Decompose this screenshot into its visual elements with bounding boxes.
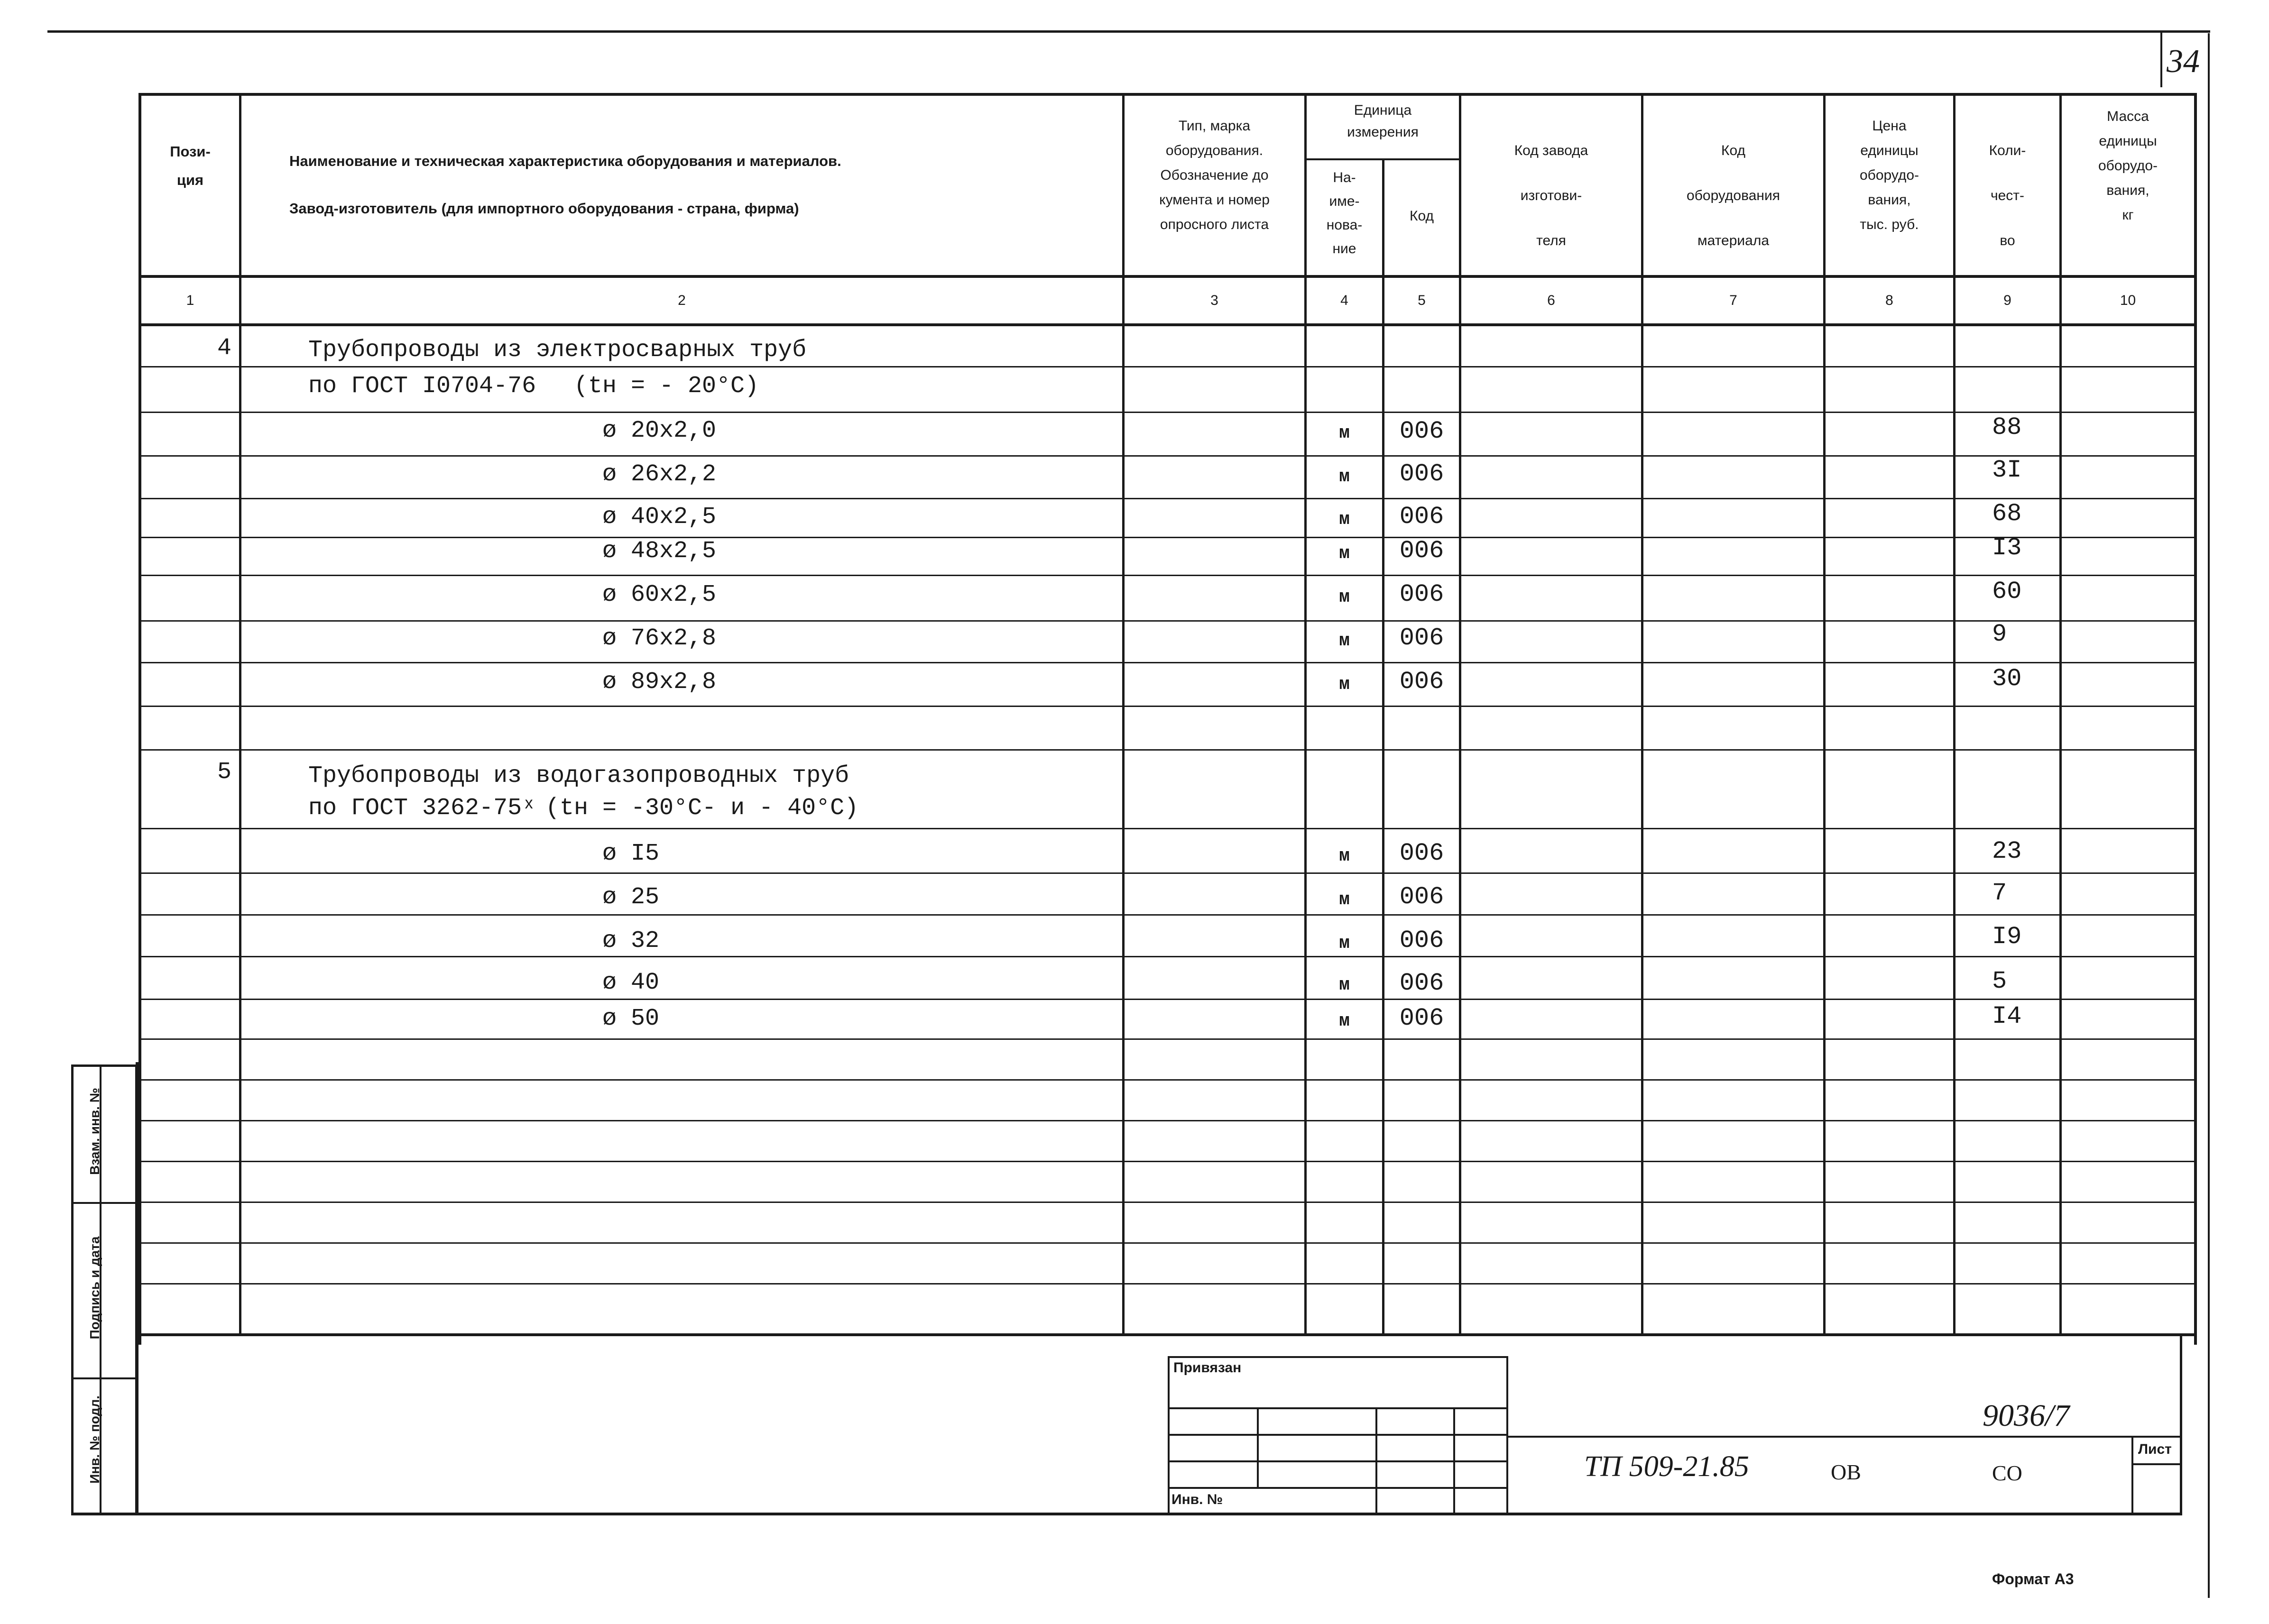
item-code: 006	[1399, 537, 1444, 565]
sheet-label: Лист	[2138, 1441, 2172, 1457]
section-4-gost: по ГОСТ I0704-76	[308, 373, 536, 400]
item-qty: I9	[1992, 923, 2022, 951]
item-name: ø 20х2,0	[602, 417, 717, 444]
section-5-gost: по ГОСТ 3262-75ˣ	[308, 795, 536, 822]
colnum-9: 9	[2003, 293, 2011, 308]
item-unit: м	[1339, 423, 1350, 443]
header-unit-name: На- име- нова- ние	[1326, 170, 1363, 257]
header-quantity: Коли- чест- во	[1989, 143, 2026, 248]
right-border	[2208, 33, 2210, 1598]
item-name: ø 48х2,5	[602, 538, 717, 565]
item-qty: I4	[1992, 1002, 2022, 1030]
colnum-7: 7	[1729, 293, 1737, 308]
header-type: Тип, марка оборудования. Обозначение до кумента и номер опросного листа	[1159, 118, 1270, 232]
section-5-title: Трубопроводы из водогазопроводных труб	[308, 762, 849, 789]
item-code: 006	[1399, 417, 1444, 445]
page-number-divider	[2160, 30, 2162, 87]
sheet-value: СО	[1992, 1461, 2022, 1485]
page-number: 34	[2167, 43, 2200, 80]
colnum-6: 6	[1547, 293, 1555, 308]
item-name: ø 40	[602, 969, 660, 996]
side-stamp	[71, 1064, 138, 1515]
item-name: ø 25	[602, 884, 660, 911]
section-4-temp: (tн = - 20°С)	[574, 373, 759, 400]
item-unit: м	[1339, 467, 1350, 487]
item-code: 006	[1399, 580, 1444, 608]
item-unit: м	[1339, 674, 1350, 695]
doc-suffix: ОВ	[1831, 1460, 1861, 1484]
section-4-title: Трубопроводы из электросварных труб	[308, 337, 807, 364]
item-code: 006	[1399, 624, 1444, 652]
table-top	[138, 93, 2197, 96]
header-name: Наименование и техническая характеристика оборудования и материалов. Завод-изготовитель (для импортного оборудования - страна, фирма)	[289, 153, 841, 217]
header-unit-code: Код	[1409, 208, 1434, 224]
item-name: ø 26х2,2	[602, 461, 717, 488]
colnum-3: 3	[1210, 293, 1218, 308]
item-name: ø 89х2,8	[602, 669, 717, 696]
item-code: 006	[1399, 927, 1444, 954]
item-qty: 60	[1992, 578, 2022, 606]
frame-bottom	[71, 1513, 2182, 1515]
doc-code: ТП 509-21.85	[1584, 1450, 1749, 1483]
table-body-bottom	[138, 1333, 2197, 1336]
header-position: Пози- ция	[170, 143, 211, 188]
privyazan-label: Привязан	[1173, 1360, 1242, 1376]
item-qty: I3	[1992, 534, 2022, 562]
item-unit: м	[1339, 631, 1350, 651]
item-qty: 5	[1992, 967, 2007, 995]
colnum-1: 1	[186, 293, 194, 308]
side-stamp-replace-label: Взам. инв. №	[87, 1088, 102, 1175]
item-unit: м	[1339, 543, 1350, 564]
colnum-4: 4	[1340, 293, 1348, 308]
side-stamp-inv-label: Инв. № подл.	[87, 1395, 102, 1484]
section-4-position: 4	[217, 335, 231, 362]
item-unit: м	[1339, 509, 1350, 530]
table-right	[2194, 93, 2197, 1345]
item-name: ø 76х2,8	[602, 625, 717, 652]
item-qty: 3I	[1992, 456, 2022, 484]
item-qty: 68	[1992, 500, 2022, 528]
colnum-8: 8	[1885, 293, 1893, 308]
item-qty: 9	[1992, 620, 2007, 648]
item-unit: м	[1339, 846, 1350, 866]
item-name: ø 50	[602, 1005, 660, 1032]
item-unit: м	[1339, 1011, 1350, 1031]
top-border	[47, 30, 2210, 33]
colnum-5: 5	[1418, 293, 1426, 308]
item-code: 006	[1399, 668, 1444, 696]
item-qty: 7	[1992, 879, 2007, 907]
doc-number: 9036/7	[1983, 1398, 2070, 1433]
item-name: ø 40х2,5	[602, 504, 717, 531]
inv-no-label: Инв. №	[1171, 1492, 1223, 1507]
section-5-position: 5	[217, 759, 231, 786]
header-mass: Масса единицы оборудо- вания, кг	[2098, 109, 2158, 223]
header-price: Цена единицы оборудо- вания, тыс. руб.	[1859, 118, 1919, 232]
item-code: 006	[1399, 503, 1444, 531]
item-name: ø I5	[602, 840, 660, 867]
item-code: 006	[1399, 1004, 1444, 1032]
item-unit: м	[1339, 587, 1350, 607]
item-unit: м	[1339, 890, 1350, 910]
table-left	[138, 93, 141, 1345]
colnum-10: 10	[2120, 293, 2136, 308]
header-equipment-code: Код оборудования материала	[1687, 143, 1780, 248]
item-code: 006	[1399, 839, 1444, 867]
item-name: ø 60х2,5	[602, 581, 717, 608]
item-qty: 88	[1992, 413, 2022, 441]
item-unit: м	[1339, 975, 1350, 995]
item-code: 006	[1399, 969, 1444, 997]
item-unit: м	[1339, 933, 1350, 954]
item-code: 006	[1399, 460, 1444, 488]
side-stamp-sign-label: Подпись и дата	[87, 1236, 102, 1340]
colnum-2: 2	[678, 293, 686, 308]
section-5-temp: (tн = -30°С- и - 40°С)	[545, 795, 859, 822]
item-qty: 23	[1992, 837, 2022, 865]
item-name: ø 32	[602, 927, 660, 954]
item-qty: 30	[1992, 665, 2022, 693]
item-code: 006	[1399, 883, 1444, 911]
header-factory-code: Код завода изготови- теля	[1514, 143, 1588, 248]
format-label: Формат А3	[1992, 1570, 2074, 1587]
header-unit-group: Единица измерения	[1347, 102, 1419, 140]
